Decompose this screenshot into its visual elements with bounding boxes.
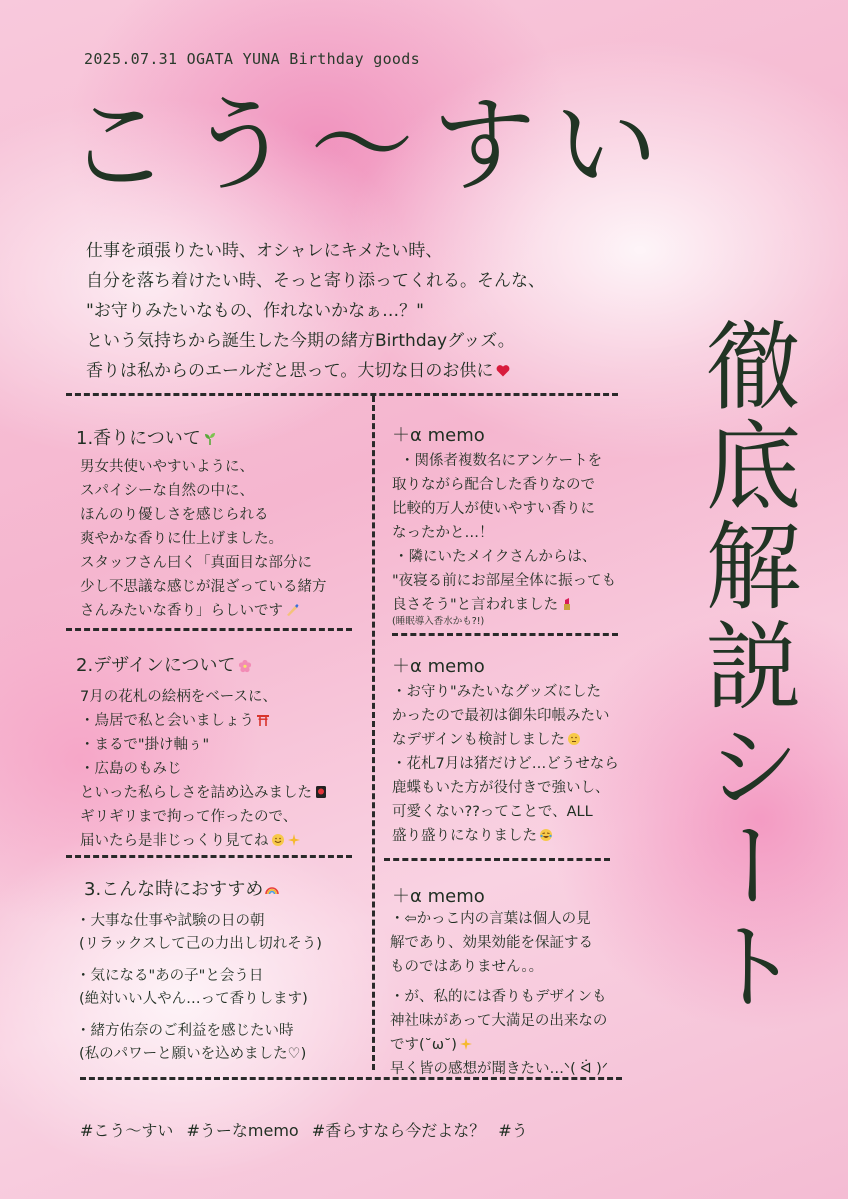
recommend-item: ・気になる"あの子"と会う日: [76, 968, 264, 984]
recommend-item: ・緒方佑奈のご利益を感じたい時: [76, 1023, 294, 1039]
body-line-text: 届いたら是非じっくり見てね: [80, 833, 269, 849]
sprout-icon: [203, 432, 217, 446]
divider-right-2: [384, 858, 610, 861]
section-body-design: [80, 685, 328, 853]
body-line-text: ・鳥居で私と会いましょう: [80, 713, 254, 729]
memo-title: ＋α memo: [392, 425, 485, 446]
recommend-note: (リラックスして己の力出し切れそう): [79, 936, 322, 952]
cherry-blossom-icon: [238, 659, 252, 673]
memo-title: ＋α memo: [392, 656, 485, 677]
body-line: [392, 728, 619, 752]
body-line: 爽やかな香りに仕上げました。: [80, 531, 283, 547]
memo-body-1: [392, 449, 616, 629]
section-title-text: 3.こんな時におすすめ: [84, 879, 264, 900]
intro-line: "お守りみたいなもの、作れないかなぁ…？": [86, 301, 424, 321]
intro-line: 仕事を頑張りたい時、オシャレにキメたい時、: [86, 241, 443, 261]
body-line: ものではありません。。: [390, 959, 544, 975]
body-line: スタッフさん曰く「真面目な部分に: [80, 555, 312, 571]
recommend-item: ・大事な仕事や試験の日の朝: [76, 913, 265, 929]
torii-icon: [256, 713, 270, 727]
body-line: [80, 781, 328, 805]
rainbow-icon: [265, 883, 279, 897]
heart-icon: [496, 364, 510, 377]
body-line: ・花札7月は猪だけど…どうせなら: [392, 756, 619, 772]
dateline: 2025.07.31 OGATA YUNA Birthday goods: [84, 50, 420, 68]
body-line: [80, 709, 328, 733]
body-line: ・まるで"掛け軸ぅ": [80, 737, 210, 753]
body-line: [390, 1033, 608, 1057]
body-line-text: といった私らしさを詰め込みました: [80, 785, 312, 801]
memo-body-3: [390, 907, 608, 1081]
main-title: こう〜すい: [66, 84, 677, 206]
body-line: かったので最初は御朱印帳みたい: [392, 708, 610, 724]
hanafuda-icon: [314, 785, 328, 799]
body-line: ・お守り"みたいなグッズにした: [392, 684, 601, 700]
smiling-face-icon: [271, 833, 285, 847]
body-line: 早く皆の感想が聞きたい…ᐠ( ᐛ )ᐟ: [390, 1061, 608, 1077]
section-title-scent: [76, 424, 217, 450]
writing-hand-icon: [285, 603, 299, 617]
sparkles-icon: [459, 1037, 473, 1051]
body-line-text: 盛り盛りになりました: [392, 828, 537, 844]
recommend-note: (絶対いい人やん…って香りします): [79, 991, 308, 1007]
body-line: 比較的万人が使いやすい香りに: [392, 501, 595, 517]
intro-text: [86, 236, 545, 386]
body-line-text: です(˘ω˘): [390, 1037, 457, 1053]
body-line: スパイシーな自然の中に、: [80, 483, 254, 499]
sparkles-icon: [287, 833, 301, 847]
intro-line: [86, 356, 545, 386]
tears-of-joy-icon: [539, 828, 553, 842]
divider-top: [66, 393, 618, 396]
lipstick-icon: [560, 597, 574, 611]
body-line: [392, 593, 616, 617]
body-line: [392, 824, 619, 848]
body-line: "夜寝る前にお部屋全体に振っても: [392, 573, 617, 589]
section-title-recommend: [84, 875, 279, 901]
divider-vertical: [372, 396, 375, 1070]
divider-right-1: [392, 633, 618, 636]
body-line: 可愛くない??ってことで、ALL: [392, 804, 593, 820]
body-line-text: 良さそう"と言われました: [392, 597, 559, 613]
memo-body-2: [392, 680, 619, 848]
body-line: 鹿蝶もいた方が役付きで強いし、: [392, 780, 610, 796]
vertical-title: 徹底解説シート: [690, 316, 802, 1016]
body-line: [80, 829, 328, 853]
body-line-text: なデザインも検討しました: [392, 732, 565, 748]
body-line: 少し不思議な感じが混ざっている緒方: [80, 579, 327, 595]
body-line-text: さんみたいな香り」らしいです: [80, 603, 283, 619]
intro-line: 自分を落ち着けたい時、そっと寄り添ってくれる。そんな、: [86, 271, 545, 291]
section-title-text: 2.デザインについて: [76, 655, 236, 676]
section-title-design: [76, 651, 252, 677]
body-line: ・隣にいたメイクさんからは、: [394, 549, 597, 565]
section-title-text: 1.香りについて: [76, 428, 201, 449]
body-line: 解であり、効果効能を保証する: [390, 935, 593, 951]
body-line: 7月の花札の絵柄をベースに、: [80, 689, 277, 705]
section-body-recommend: [76, 910, 322, 1066]
body-line: [80, 599, 327, 623]
intro-line: という気持ちから誕生した今期の緒方Birthdayグッズ。: [86, 331, 515, 351]
section-body-scent: [80, 455, 327, 623]
body-line: ・⇦かっこ内の言葉は個人の見: [390, 911, 591, 927]
hashtags: #こう〜すい #うーなmemo #香らすなら今だよな？ #う: [80, 1121, 528, 1140]
intro-line-text: 香りは私からのエールだと思って。大切な日のお供に: [86, 361, 494, 381]
memo-small-note: (睡眠導入香水かも?!): [392, 616, 485, 627]
divider-left-1: [66, 628, 352, 631]
body-line: 取りながら配合した香りなので: [392, 477, 595, 493]
memo-title: ＋α memo: [392, 886, 485, 907]
body-line: 男女共使いやすいように、: [80, 459, 254, 475]
body-line: 神社味があって大満足の出来なの: [390, 1013, 608, 1029]
divider-left-2: [66, 855, 352, 858]
body-line: ・関係者複数名にアンケートを: [400, 453, 603, 469]
body-line: ・が、私的には香りもデザインも: [390, 989, 607, 1005]
recommend-note: (私のパワーと願いを込めました♡): [79, 1046, 307, 1062]
body-line: ほんのり優しさを感じられる: [80, 507, 269, 523]
thinking-face-icon: [567, 732, 581, 746]
body-line: ・広島のもみじ: [80, 761, 182, 777]
body-line: なったかと…！: [392, 525, 494, 541]
body-line: ギリギリまで拘って作ったので、: [80, 809, 298, 825]
